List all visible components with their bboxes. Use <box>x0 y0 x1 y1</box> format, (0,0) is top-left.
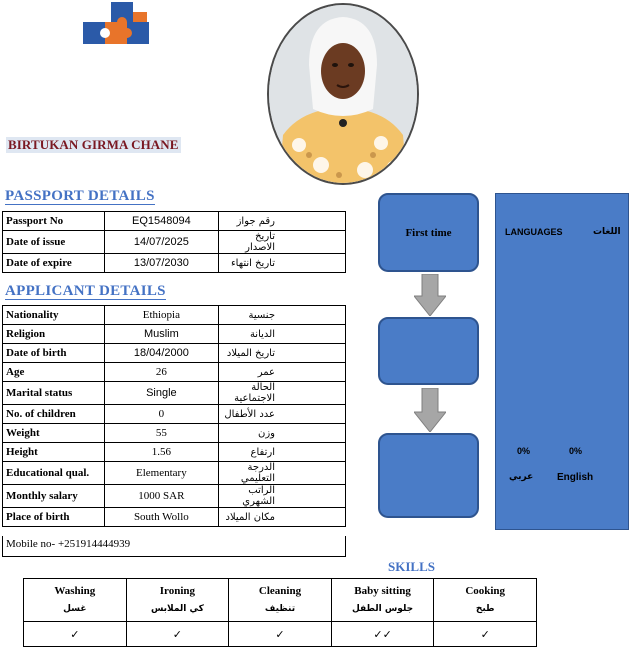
table-row <box>3 508 346 527</box>
skill-name: Washing <box>54 585 96 597</box>
row-value: 1000 SAR <box>104 485 218 508</box>
skills-table <box>23 578 537 647</box>
skills-header-row <box>24 579 537 622</box>
row-arabic-label: الديانة <box>219 325 346 344</box>
row-arabic-label: الدرجة التعليمي <box>219 462 346 485</box>
down-arrow-icon <box>414 274 446 316</box>
row-arabic-label: وزن <box>219 424 346 443</box>
table-row <box>3 344 346 363</box>
check-icon: ✓✓ <box>331 622 434 647</box>
row-label: Passport No <box>3 212 105 231</box>
row-label: Nationality <box>3 306 105 325</box>
check-icon: ✓ <box>434 622 537 647</box>
skill-name: Cooking <box>465 585 506 597</box>
skills-check-row <box>24 622 537 647</box>
row-value: EQ1548094 <box>104 212 219 231</box>
row-value: Muslim <box>104 325 218 344</box>
table-row <box>3 325 346 344</box>
languages-title: LANGUAGES <box>505 227 563 237</box>
row-arabic-label: مكان الميلاد <box>219 508 346 527</box>
table-row <box>3 462 346 485</box>
row-arabic-label: عدد الأطفال <box>219 405 346 424</box>
table-row <box>3 363 346 382</box>
applicant-name: BIRTUKAN GIRMA CHANE <box>8 137 179 152</box>
check-icon: ✓ <box>126 622 229 647</box>
row-arabic-label: تاريخ الاصدار <box>219 231 346 254</box>
row-arabic-label: عمر <box>219 363 346 382</box>
table-row <box>3 424 346 443</box>
row-label: Place of birth <box>3 508 105 527</box>
puzzle-logo-icon <box>83 2 151 46</box>
row-arabic-label: الراتب الشهري <box>219 485 346 508</box>
table-row <box>3 485 346 508</box>
table-row <box>3 382 346 405</box>
down-arrow-icon <box>414 388 446 432</box>
skill-name: Baby sitting <box>354 585 411 597</box>
row-value: Single <box>104 382 218 405</box>
skill-name: Cleaning <box>258 585 302 597</box>
row-label: Height <box>3 443 105 462</box>
row-value: South Wollo <box>104 508 218 527</box>
skill-name-arabic: تنظيف <box>264 604 296 614</box>
row-label: Date of birth <box>3 344 105 363</box>
skill-cell-ironing <box>126 579 229 622</box>
row-arabic-label: ارتفاع <box>219 443 346 462</box>
flow-box-first-time: First time <box>378 193 479 272</box>
check-icon: ✓ <box>24 622 127 647</box>
row-label: Date of expire <box>3 254 105 273</box>
row-value: 18/04/2000 <box>104 344 218 363</box>
applicant-details-table <box>2 305 346 527</box>
row-label: Marital status <box>3 382 105 405</box>
skill-cell-washing <box>24 579 127 622</box>
row-value: Ethiopia <box>104 306 218 325</box>
arabic-percent: 0% <box>517 446 531 456</box>
skills-heading: SKILLS <box>388 559 435 574</box>
arabic-language-label: عربي <box>509 472 534 482</box>
skill-name-arabic: جلوس الطفل <box>352 604 414 614</box>
flow-box-2 <box>378 317 479 385</box>
row-value: 55 <box>104 424 218 443</box>
applicant-photo <box>267 3 419 185</box>
flow-box-3 <box>378 433 479 518</box>
row-label: No. of children <box>3 405 105 424</box>
row-value: Elementary <box>104 462 218 485</box>
table-row <box>3 306 346 325</box>
row-arabic-label: الحالة الاجتماعية <box>219 382 346 405</box>
skill-cell-cleaning <box>229 579 332 622</box>
person-portrait-icon <box>269 5 417 183</box>
passport-details-table <box>2 211 346 273</box>
skill-cell-baby-sitting <box>331 579 434 622</box>
mobile-number: Mobile no- +251914444939 <box>2 536 346 557</box>
english-language-label: English <box>557 472 594 483</box>
row-label: Age <box>3 363 105 382</box>
applicant-details-heading: APPLICANT DETAILS <box>5 283 166 299</box>
skill-name-arabic: طبخ <box>475 604 495 614</box>
row-arabic-label: رقم جواز <box>219 212 346 231</box>
row-label: Weight <box>3 424 105 443</box>
row-arabic-label: جنسية <box>219 306 346 325</box>
row-label: Educational qual. <box>3 462 105 485</box>
check-icon: ✓ <box>229 622 332 647</box>
row-label: Date of issue <box>3 231 105 254</box>
languages-title-arabic: اللغات <box>593 227 621 237</box>
table-row <box>3 212 346 231</box>
skill-cell-cooking <box>434 579 537 622</box>
row-value: 13/07/2030 <box>104 254 219 273</box>
row-arabic-label: تاريخ انتهاء <box>219 254 346 273</box>
skill-name-arabic: كي الملابس <box>150 604 204 614</box>
table-row <box>3 231 346 254</box>
table-row <box>3 443 346 462</box>
row-arabic-label: تاريخ الميلاد <box>219 344 346 363</box>
row-label: Monthly salary <box>3 485 105 508</box>
table-row <box>3 405 346 424</box>
row-label: Religion <box>3 325 105 344</box>
skill-name: Ironing <box>159 585 196 597</box>
row-value: 26 <box>104 363 218 382</box>
passport-details-heading: PASSPORT DETAILS <box>5 188 155 204</box>
table-row <box>3 254 346 273</box>
english-percent: 0% <box>569 446 583 456</box>
skill-name-arabic: غسل <box>63 604 87 614</box>
row-value: 0 <box>104 405 218 424</box>
row-value: 1.56 <box>104 443 218 462</box>
row-value: 14/07/2025 <box>104 231 219 254</box>
